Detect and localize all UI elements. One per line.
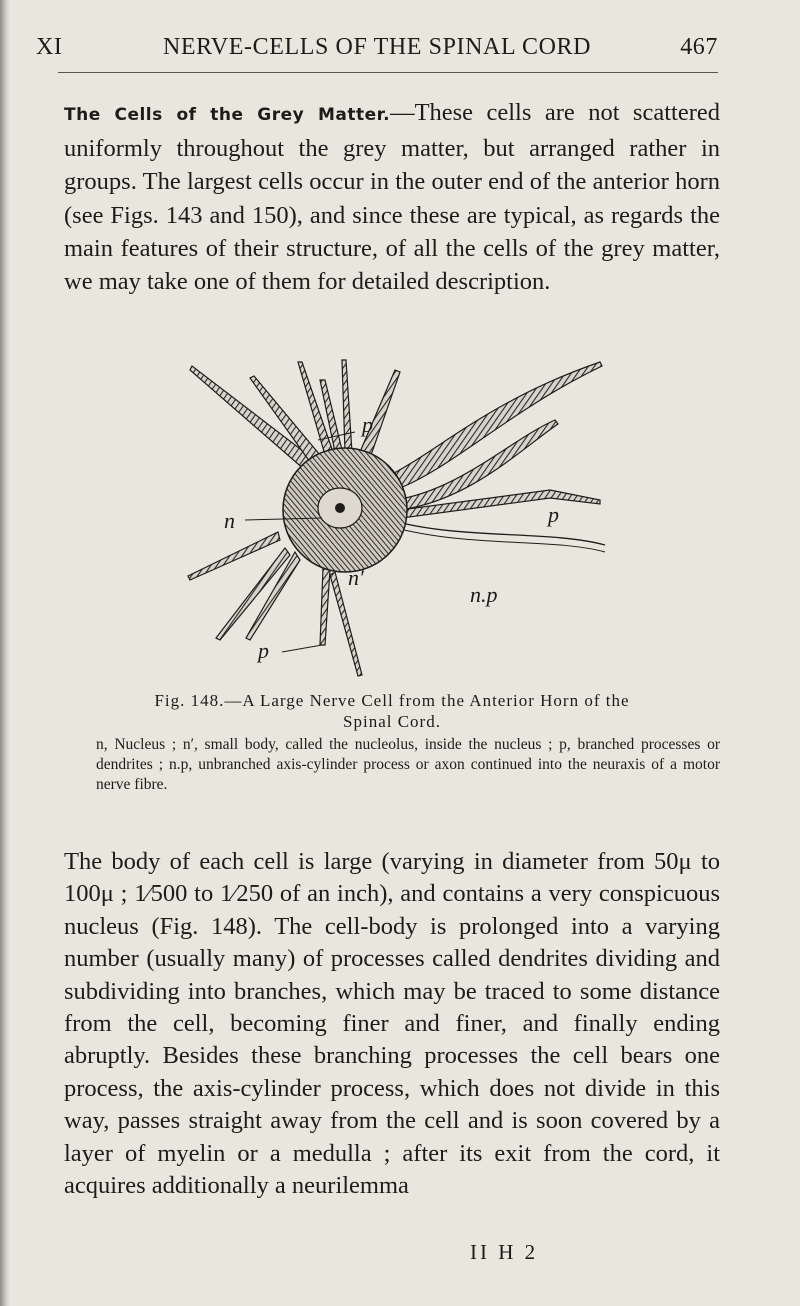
caption-title-line-2: Spinal Cord. [343,712,441,731]
label-n: n [224,508,235,533]
chapter-number: XI [36,34,63,60]
signature-mark: II H 2 [470,1240,539,1264]
running-header [36,34,718,68]
paragraph-text: —These cells are not scattered uniformly throughout the grey matter, but arranged rather in groups. The largest cells occur in the outer end of the anterior horn (see Figs. 143 and 150), and since these are typical, as regards the main features of their structure, of all the cells of the grey matter, we may take one of them for detailed description. [64,99,720,296]
figure-caption-legend: n, Nucleus ; n′, small body, called the nucleolus, inside the nucleus ; p, branched processes or dendrites ; n.p, unbranched axis-cylinder process or axon continued into the neuraxis of a motor nerve fibre. [96,736,720,793]
label-p-right: p [548,502,559,527]
book-spine-edge [0,0,10,1306]
paragraph-grey-matter [64,96,720,298]
page-number: 467 [680,34,718,60]
figure-caption-title [64,690,720,732]
nucleolus [335,503,345,513]
label-n-prime: n′ [348,565,364,590]
running-title: NERVE-CELLS OF THE SPINAL CORD [162,34,592,60]
label-np: n.p [470,582,498,607]
caption-title-line-1: Fig. 148.—A Large Nerve Cell from the Anterior Horn of the [154,691,630,710]
header-rule [58,72,718,73]
figure-148 [130,340,730,680]
nerve-cell-illustration [130,340,730,680]
label-p-bottom: p [258,638,269,663]
paragraph-cell-body: The body of each cell is large (varying in diameter from 50μ to 100μ ; 1⁄500 to 1⁄250 of an inch), and contains a very conspicuous nucleus (Fig. 148). The cell-body is prolonged into a varying number (usually many) of processes called dendrites dividing and subdividing into branches, which may be traced to some distance from the cell, becoming finer and finer, and finally ending abruptly. Besides these branching processes the cell bears one process, the axis-cylinder process, which does not divide in this way, passes straight away from the cell and is soon covered by a layer of myelin or a medulla ; after its exit from the cord, it acquires additionally a neurilemma [64,848,720,1200]
leader-line-p-bottom [282,645,322,652]
paragraph-lead: The Cells of the Grey Matter. [64,105,391,125]
label-p-top: p [362,412,373,437]
